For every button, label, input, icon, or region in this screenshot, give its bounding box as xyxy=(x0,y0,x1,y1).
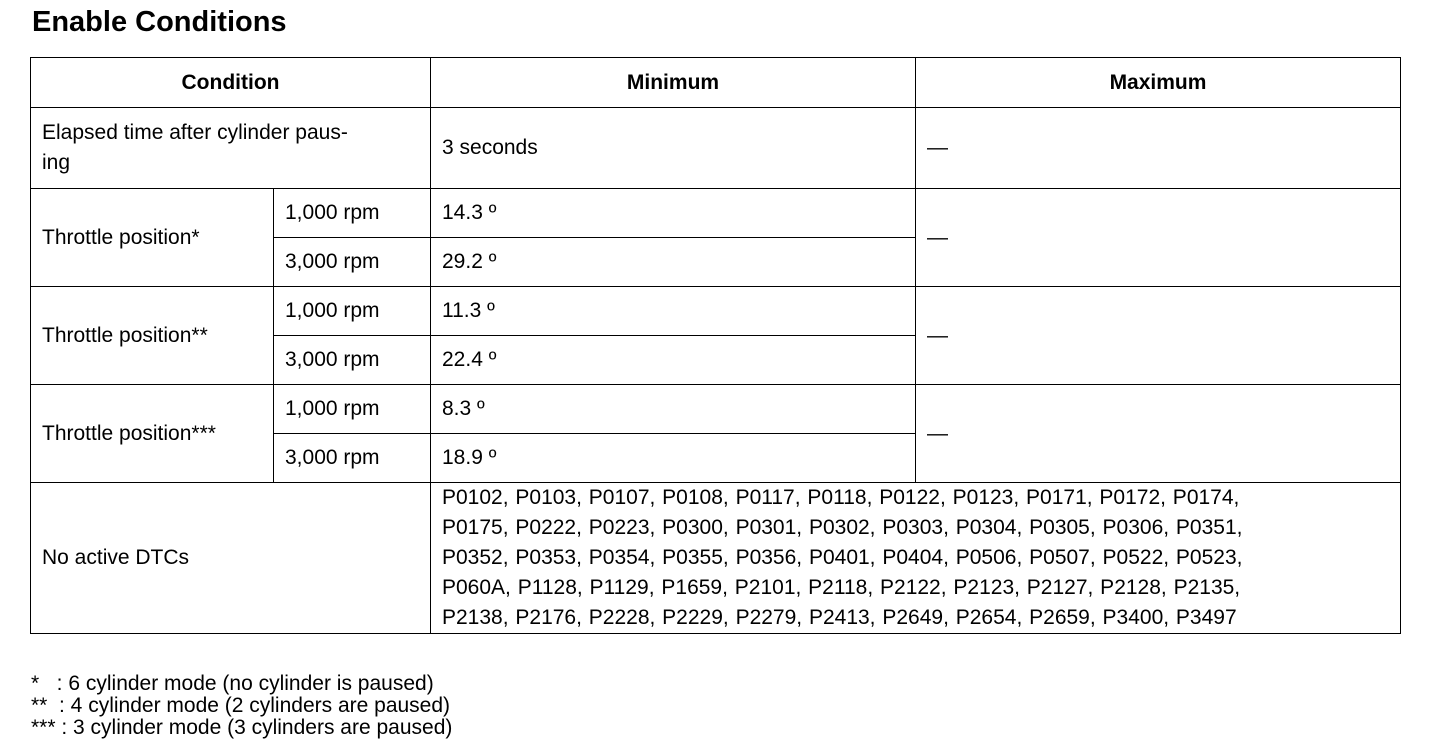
dtc-line: P0352, P0353, P0354, P0355, P0356, P0401, P0404, P0506, P0507, P0522, P0523, xyxy=(442,546,1243,569)
condition-no-active-dtcs: No active DTCs xyxy=(31,483,431,634)
condition-elapsed-time-line2: ing xyxy=(42,151,71,174)
dtc-line: P0102, P0103, P0107, P0108, P0117, P0118, P0122, P0123, P0171, P0172, P0174, xyxy=(442,486,1240,509)
header-condition: Condition xyxy=(31,58,431,108)
minimum-cell: 14.3 º xyxy=(431,189,916,238)
minimum-cell: 22.4 º xyxy=(431,336,916,385)
header-minimum: Minimum xyxy=(431,58,916,108)
condition-throttle-4cyl: Throttle position** xyxy=(31,287,274,385)
footnotes xyxy=(31,673,452,739)
table-row-dtcs xyxy=(31,483,1401,634)
maximum-throttle-4cyl: — xyxy=(916,287,1401,385)
footnote-6-cylinder: * : 6 cylinder mode (no cylinder is paused) xyxy=(31,672,434,695)
header-maximum: Maximum xyxy=(916,58,1401,108)
rpm-cell: 3,000 rpm xyxy=(274,238,431,287)
page-title: Enable Conditions xyxy=(32,6,287,38)
footnote-3-cylinder: *** : 3 cylinder mode (3 cylinders are paused) xyxy=(31,716,453,739)
condition-throttle-6cyl: Throttle position* xyxy=(31,189,274,287)
minimum-cell: 11.3 º xyxy=(431,287,916,336)
minimum-cell: 18.9 º xyxy=(431,434,916,483)
enable-conditions-table xyxy=(30,57,1401,634)
rpm-cell: 3,000 rpm xyxy=(274,336,431,385)
dtc-line: P0175, P0222, P0223, P0300, P0301, P0302, P0303, P0304, P0305, P0306, P0351, xyxy=(442,516,1243,539)
rpm-cell: 1,000 rpm xyxy=(274,287,431,336)
footnote-4-cylinder: ** : 4 cylinder mode (2 cylinders are paused) xyxy=(31,694,451,717)
condition-throttle-3cyl: Throttle position*** xyxy=(31,385,274,483)
maximum-throttle-6cyl: — xyxy=(916,189,1401,287)
condition-elapsed-time-line1: Elapsed time after cylinder paus- xyxy=(42,121,348,144)
maximum-throttle-3cyl: — xyxy=(916,385,1401,483)
minimum-elapsed-time: 3 seconds xyxy=(431,108,916,189)
minimum-cell: 29.2 º xyxy=(431,238,916,287)
table-row xyxy=(31,189,1401,238)
dtc-line: P2138, P2176, P2228, P2229, P2279, P2413, P2649, P2654, P2659, P3400, P3497 xyxy=(442,606,1237,629)
table-row xyxy=(31,287,1401,336)
dtc-list xyxy=(431,483,1401,634)
rpm-cell: 1,000 rpm xyxy=(274,385,431,434)
condition-elapsed-time xyxy=(31,108,431,189)
header-row xyxy=(31,58,1401,108)
minimum-cell: 8.3 º xyxy=(431,385,916,434)
table-row-elapsed-time xyxy=(31,108,1401,189)
rpm-cell: 1,000 rpm xyxy=(274,189,431,238)
table-row xyxy=(31,385,1401,434)
dtc-line: P060A, P1128, P1129, P1659, P2101, P2118, P2122, P2123, P2127, P2128, P2135, xyxy=(442,576,1241,599)
rpm-cell: 3,000 rpm xyxy=(274,434,431,483)
maximum-elapsed-time: — xyxy=(916,108,1401,189)
